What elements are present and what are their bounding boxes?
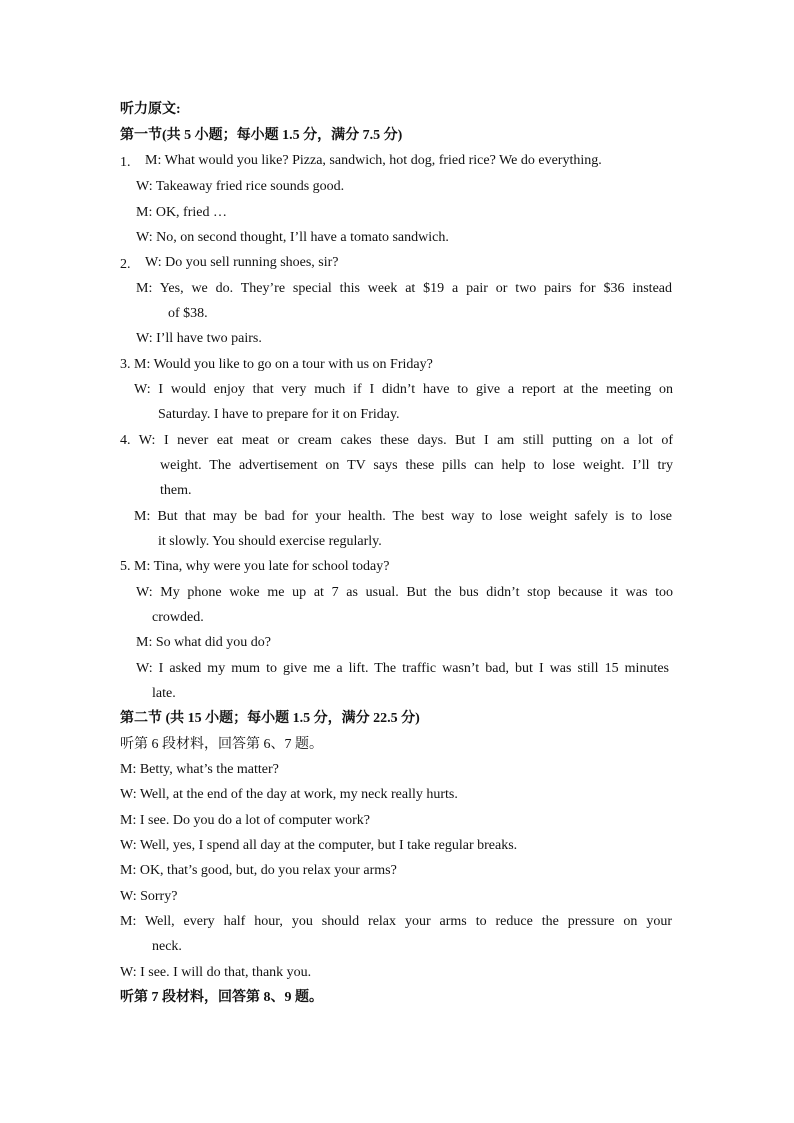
- dialogue-line: W: I see. I will do that, thank you.: [120, 965, 312, 980]
- dialogue-line: them.: [160, 483, 192, 498]
- material-6-heading: 听第 6 段材料，回答第 6、7 题。: [120, 737, 323, 752]
- dialogue-line: weight. The advertisement on TV says these pills can help to lose weight. I’ll try: [160, 458, 673, 473]
- dialogue-line: W: I’ll have two pairs.: [136, 331, 262, 346]
- dialogue-line: 3. M: Would you like to go on a tour with us on Friday?: [120, 357, 433, 372]
- section-1-heading: 第一节(共 5 小题；每小题 1.5 分，满分 7.5 分): [120, 128, 403, 143]
- page-title: 听力原文:: [120, 102, 181, 117]
- dialogue-line: neck.: [152, 939, 182, 954]
- dialogue-line: of $38.: [168, 306, 208, 321]
- dialogue-line: crowded.: [152, 610, 204, 625]
- dialogue-line: M: But that may be bad for your health. The best way to lose weight safely is to lose: [134, 509, 672, 524]
- dialogue-line: W: No, on second thought, I’ll have a tomato sandwich.: [136, 230, 449, 245]
- dialogue-line: 4. W: I never eat meat or cream cakes these days. But I am still putting on a lot of: [120, 433, 673, 448]
- dialogue-line: M: I see. Do you do a lot of computer work?: [120, 813, 370, 828]
- dialogue-line: late.: [152, 686, 176, 701]
- dialogue-line: W: Well, at the end of the day at work, my neck really hurts.: [120, 787, 458, 802]
- dialogue-line: 5. M: Tina, why were you late for school today?: [120, 559, 390, 574]
- section-2-heading: 第二节 (共 15 小题；每小题 1.5 分，满分 22.5 分): [120, 711, 420, 726]
- dialogue-line: it slowly. You should exercise regularly.: [158, 534, 382, 549]
- dialogue-line: W: Takeaway fried rice sounds good.: [136, 179, 345, 194]
- dialogue-line: W: Well, yes, I spend all day at the computer, but I take regular breaks.: [120, 838, 518, 853]
- dialogue-line: M: Betty, what’s the matter?: [120, 762, 279, 777]
- material-7-heading: 听第 7 段材料，回答第 8、9 题。: [120, 990, 323, 1005]
- q1-number: 1.: [120, 155, 131, 170]
- dialogue-line: W: My phone woke me up at 7 as usual. But the bus didn’t stop because it was too: [136, 585, 673, 600]
- dialogue-line: M: OK, fried …: [136, 205, 227, 220]
- dialogue-line: M: OK, that’s good, but, do you relax your arms?: [120, 863, 397, 878]
- dialogue-line: M: Well, every half hour, you should relax your arms to reduce the pressure on your: [120, 914, 672, 929]
- q2-number: 2.: [120, 257, 131, 272]
- dialogue-line: W: Do you sell running shoes, sir?: [145, 255, 339, 270]
- dialogue-line: M: Yes, we do. They’re special this week at $19 a pair or two pairs for $36 instead: [136, 281, 672, 296]
- dialogue-line: M: What would you like? Pizza, sandwich, hot dog, fried rice? We do everything.: [145, 153, 602, 168]
- dialogue-line: W: Sorry?: [120, 889, 178, 904]
- dialogue-line: M: So what did you do?: [136, 635, 271, 650]
- dialogue-line: Saturday. I have to prepare for it on Friday.: [158, 407, 400, 422]
- dialogue-line: W: I would enjoy that very much if I didn’t have to give a report at the meeting on: [134, 382, 673, 397]
- dialogue-line: W: I asked my mum to give me a lift. The traffic wasn’t bad, but I was still 15 minutes: [136, 661, 669, 676]
